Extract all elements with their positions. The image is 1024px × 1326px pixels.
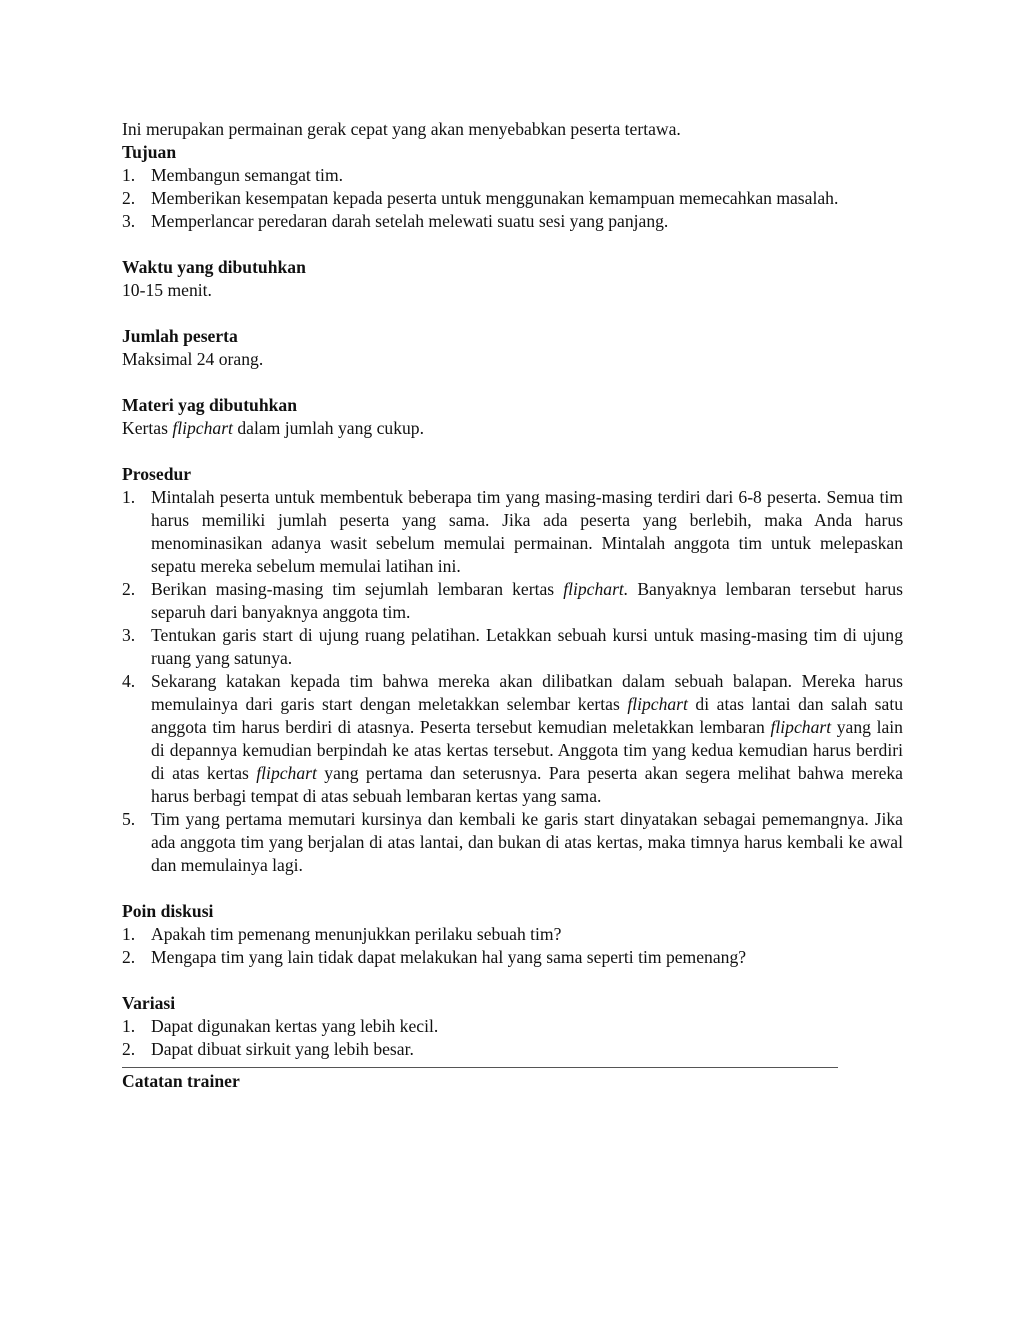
list-item-text: Mintalah peserta untuk membentuk beberapa tim yang masing-masing terdiri dari 6-8 peserta. Semua tim harus memiliki jumlah peserta yang sama. Jika ada peserta yang berlebih, maka Anda harus menominasikan adanya wasit sebelum memulai permainan. Mintalah anggota tim untuk melepaskan sepatu mereka sebelum memulai latihan ini.: [151, 487, 903, 576]
text-run: Banyaknya lembaran tersebut harus separuh dari banyaknya anggota tim.: [151, 579, 904, 622]
list-item-text: Tentukan garis start di ujung ruang pelatihan. Letakkan sebuah kursi untuk masing-masing tim di ujung ruang yang satunya.: [151, 625, 903, 668]
list-item-text: Tim yang pertama memutari kursinya dan kembali ke garis start dinyatakan sebagai pememangnya. Jika ada anggota tim yang berjalan di atas lantai, dan bukan di atas kertas, maka timnya harus kembali ke awal dan memulainya lagi.: [151, 809, 903, 875]
section-variasi: [122, 992, 903, 1061]
heading-jumlah: Jumlah peserta: [122, 326, 238, 346]
list-item-text: [151, 579, 903, 622]
list-item-text: Mengapa tim yang lain tidak dapat melakukan hal yang sama seperti tim pemenang?: [151, 947, 747, 967]
list-item-number: 2.: [122, 1039, 136, 1059]
list-item: [122, 1015, 903, 1038]
italic-term: flipchart: [627, 694, 688, 714]
italic-term: flipchart.: [563, 579, 629, 599]
list-item-number: 1.: [122, 487, 136, 507]
section-prosedur: [122, 463, 903, 877]
section-poin: [122, 900, 903, 969]
list-item: [122, 164, 903, 187]
list-tujuan: [122, 164, 903, 233]
heading-tujuan: Tujuan: [122, 142, 177, 162]
list-item-text: Memberikan kesempatan kepada peserta untuk menggunakan kemampuan memecahkan masalah.: [151, 188, 839, 208]
materi-text: [122, 417, 903, 440]
list-item-number: 2.: [122, 188, 136, 208]
document-page: [122, 118, 903, 1093]
list-item: [122, 624, 903, 670]
list-item: [122, 1038, 903, 1061]
list-variasi: [122, 1015, 903, 1061]
list-item: [122, 578, 903, 624]
intro-text: Ini merupakan permainan gerak cepat yang akan menyebabkan peserta tertawa.: [122, 119, 681, 139]
list-prosedur: [122, 486, 903, 877]
text-run: Berikan masing-masing tim sejumlah lembaran kertas: [151, 579, 564, 599]
list-poin: [122, 923, 903, 969]
section-jumlah: [122, 325, 903, 371]
heading-materi: Materi yag dibutuhkan: [122, 395, 297, 415]
section-waktu: [122, 256, 903, 302]
list-item-number: 5.: [122, 809, 136, 829]
section-materi: [122, 394, 903, 440]
list-item-number: 3.: [122, 625, 136, 645]
text-run: yang pertama dan seterusnya. Para peserta akan segera melihat bahwa mereka harus berbagi tempat di atas sebuah lembaran kertas yang sama.: [151, 763, 903, 806]
list-item: [122, 923, 903, 946]
waktu-text: 10-15 menit.: [122, 280, 212, 300]
materi-text-before: Kertas: [122, 418, 173, 438]
heading-waktu: Waktu yang dibutuhkan: [122, 257, 306, 277]
divider-line: [122, 1067, 838, 1068]
list-item-text: Dapat digunakan kertas yang lebih kecil.: [151, 1016, 439, 1036]
list-item-text: [151, 671, 903, 806]
list-item-number: 3.: [122, 211, 136, 231]
list-item: [122, 946, 903, 969]
list-item-number: 2.: [122, 579, 136, 599]
heading-catatan: Catatan trainer: [122, 1071, 240, 1091]
heading-variasi: Variasi: [122, 993, 176, 1013]
list-item: [122, 670, 903, 808]
materi-text-italic: flipchart: [172, 418, 233, 438]
text-run: di atas lantai dan salah satu anggota tim harus berdiri di atasnya. Peserta tersebut kemudian meletakkan lembaran: [151, 694, 903, 737]
list-item-number: 4.: [122, 671, 136, 691]
list-item-number: 1.: [122, 924, 136, 944]
list-item-text: Membangun semangat tim.: [151, 165, 344, 185]
materi-text-after: dalam jumlah yang cukup.: [232, 418, 424, 438]
jumlah-text: Maksimal 24 orang.: [122, 349, 264, 369]
list-item: [122, 808, 903, 877]
italic-term: flipchart: [770, 717, 832, 737]
list-item-number: 2.: [122, 947, 136, 967]
list-item-number: 1.: [122, 1016, 136, 1036]
list-item-text: Dapat dibuat sirkuit yang lebih besar.: [151, 1039, 414, 1059]
list-item-text: Apakah tim pemenang menunjukkan perilaku sebuah tim?: [151, 924, 562, 944]
italic-term: flipchart: [256, 763, 317, 783]
text-run: yang lain di depannya kemudian berpindah ke atas kertas tersebut. Anggota tim yang kedua kemudian harus berdiri di atas kertas: [151, 717, 903, 783]
list-item-number: 1.: [122, 165, 136, 185]
list-item: [122, 486, 903, 578]
section-tujuan: [122, 141, 903, 233]
list-item: [122, 210, 903, 233]
heading-prosedur: Prosedur: [122, 464, 192, 484]
list-item-text: Memperlancar peredaran darah setelah melewati suatu sesi yang panjang.: [151, 211, 669, 231]
text-run: Sekarang katakan kepada tim bahwa mereka akan dilibatkan dalam sebuah balapan. Mereka harus memulainya dari garis start dengan meletakkan selembar kertas: [151, 671, 903, 714]
heading-poin: Poin diskusi: [122, 901, 214, 921]
list-item: [122, 187, 903, 210]
